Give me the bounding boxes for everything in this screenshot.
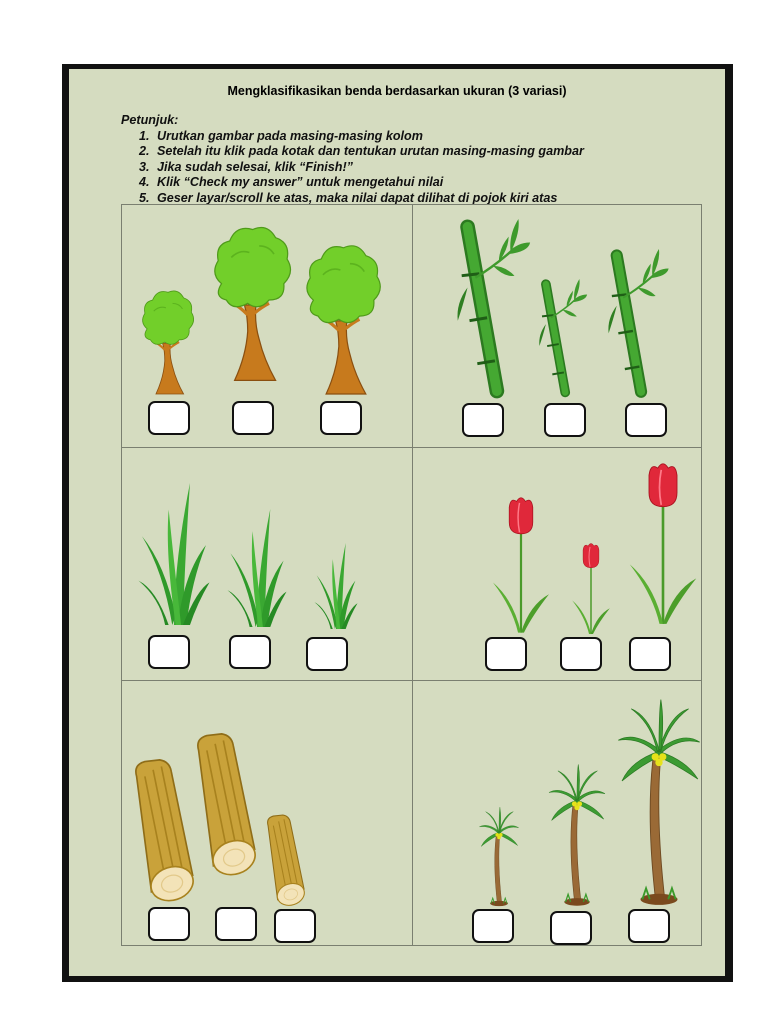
instruction-item: 3. Jika sudah selesai, klik “Finish!”	[153, 160, 584, 176]
instruction-item: 4. Klik “Check my answer” untuk mengetahui nilai	[153, 175, 584, 191]
answer-box[interactable]	[232, 401, 274, 435]
instruction-item: 5. Geser layar/scroll ke atas, maka nilai dapat dilihat di pojok kiri atas	[153, 191, 584, 207]
grass-icon	[139, 483, 210, 625]
log-icon	[198, 734, 260, 880]
answer-box[interactable]	[148, 907, 190, 941]
log-set	[136, 734, 307, 909]
answer-box[interactable]	[544, 403, 586, 437]
bamboo-icon	[457, 219, 530, 391]
tulip-icon	[630, 464, 697, 624]
grass-icon	[315, 543, 358, 629]
answer-box[interactable]	[320, 401, 362, 435]
answer-box[interactable]	[485, 637, 527, 671]
instruction-item: 1. Urutkan gambar pada masing-masing kolom	[153, 129, 584, 145]
palm-tree-icon	[479, 807, 518, 906]
tree-set	[143, 228, 381, 394]
tulip-icon	[493, 498, 549, 633]
instruction-item: 2. Setelah itu klik pada kotak dan tentukan urutan masing-masing gambar	[153, 144, 584, 160]
answer-box[interactable]	[274, 909, 316, 943]
answer-box[interactable]	[462, 403, 504, 437]
answer-box[interactable]	[472, 909, 514, 943]
answer-box[interactable]	[629, 637, 671, 671]
instructions-list	[121, 129, 584, 207]
answer-box[interactable]	[306, 637, 348, 671]
picture-grid	[121, 204, 702, 946]
tulip-set	[493, 464, 696, 634]
answer-box[interactable]	[215, 907, 257, 941]
grass-icon	[228, 509, 287, 627]
palm-tree-icon	[549, 764, 605, 905]
log-icon	[268, 815, 308, 909]
answer-box[interactable]	[550, 911, 592, 945]
instructions-heading: Petunjuk:	[121, 113, 179, 127]
answer-box[interactable]	[148, 401, 190, 435]
tree-icon	[143, 291, 194, 394]
tree-icon	[215, 228, 291, 381]
bamboo-icon	[539, 279, 587, 392]
answer-box[interactable]	[229, 635, 271, 669]
tulip-icon	[572, 543, 610, 634]
answer-box[interactable]	[560, 637, 602, 671]
answer-box[interactable]	[625, 403, 667, 437]
page-title: Mengklasifikasikan benda berdasarkan ukuran (3 variasi)	[227, 84, 567, 98]
palm-tree-icon	[618, 700, 699, 905]
answer-box[interactable]	[148, 635, 190, 669]
illustrations	[122, 205, 703, 947]
bamboo-set	[457, 219, 668, 392]
grass-set	[139, 483, 358, 629]
bamboo-icon	[608, 249, 668, 392]
worksheet	[62, 64, 733, 982]
instructions	[121, 113, 584, 207]
palm-set	[479, 700, 699, 907]
log-icon	[136, 760, 198, 906]
tree-icon	[307, 246, 380, 394]
answer-box[interactable]	[628, 909, 670, 943]
